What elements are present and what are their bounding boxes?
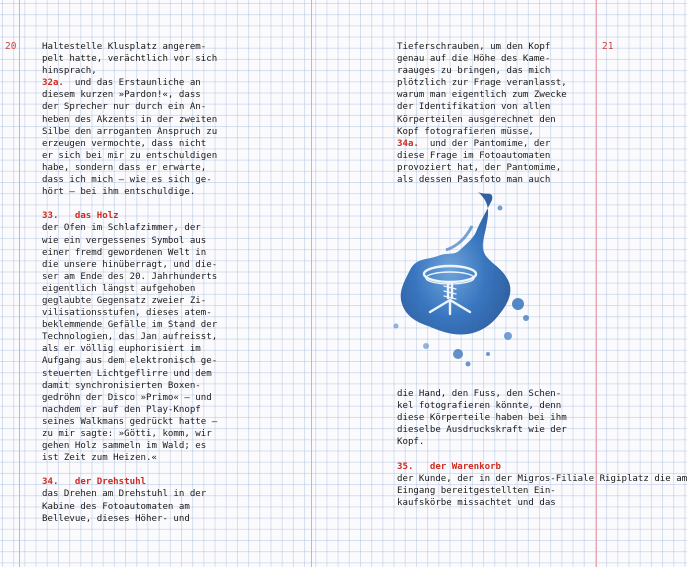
watercolor-drehstuhl-illustration — [368, 186, 568, 386]
entry-heading: das Holz — [58, 211, 119, 222]
blank-line — [42, 198, 217, 210]
text-line — [42, 271, 217, 283]
line-text: vilisationsstufen, dieses atem- — [42, 308, 212, 319]
line-text: heben des Akzents in der zweiten — [42, 114, 218, 125]
line-text: genau auf die Höhe des Kame- — [397, 54, 551, 65]
line-text: damit synchronisierten Boxen- — [42, 380, 201, 391]
text-line — [397, 77, 567, 89]
entry-number: 33. — [42, 211, 59, 222]
text-line — [397, 174, 567, 186]
text-line — [42, 368, 217, 380]
page-number-right: 21 — [602, 41, 614, 52]
text-line — [397, 162, 567, 174]
line-text: Technologien, das Jan aufreisst, — [42, 332, 218, 343]
line-text: habe, sondern dass er erwarte, — [42, 162, 207, 173]
line-text: ist Zeit zum Heizen.« — [42, 453, 157, 464]
text-line — [42, 452, 217, 464]
line-text: raauges zu bringen, das mich — [397, 66, 551, 77]
entry-number: 35. — [397, 461, 414, 472]
text-line — [42, 319, 217, 331]
entry-heading: der Drehstuhl — [58, 477, 147, 488]
text-line — [397, 126, 567, 138]
text-line — [397, 138, 567, 150]
text-line — [397, 41, 567, 53]
margin-line-left — [19, 0, 20, 567]
text-column-right-bottom — [397, 388, 687, 509]
blank-line — [397, 448, 687, 460]
line-text: warum man eigentlich zum Zwecke — [397, 90, 567, 101]
text-line — [42, 53, 217, 65]
text-line — [42, 501, 217, 513]
line-text: Eingang bereitgestellten Ein- — [397, 485, 556, 496]
text-column-left — [42, 41, 217, 525]
line-text: Körperteilen ausgerechnet den — [397, 114, 556, 125]
text-line — [42, 222, 217, 234]
text-line — [42, 283, 217, 295]
text-line — [42, 488, 217, 500]
ink-splash — [394, 192, 530, 367]
text-line — [42, 114, 217, 126]
line-text: als dessen Passfoto man auch — [397, 175, 551, 186]
line-text: die Hand, den Fuss, den Schen- — [397, 389, 562, 399]
line-text: Aufgang aus dem elektronisch ge- — [42, 356, 218, 367]
text-line — [397, 65, 567, 77]
text-line — [397, 150, 567, 162]
entry-number: 34a. — [397, 138, 419, 149]
line-text: kel fotografieren könnte, denn — [397, 401, 562, 412]
blank-line — [42, 464, 217, 476]
line-text: pelt hatte, verächtlich vor sich — [42, 54, 218, 65]
line-text: der Ofen im Schlafzimmer, der — [42, 223, 201, 234]
line-text: Haltestelle Klusplatz angerem- — [42, 42, 207, 52]
entry-number: 34. — [42, 477, 59, 488]
text-line — [42, 440, 217, 452]
text-line — [42, 210, 217, 222]
text-line — [42, 138, 217, 150]
line-text: ser am Ende des 20. Jahrhunderts — [42, 271, 218, 282]
text-line — [42, 307, 217, 319]
line-text: hinsprach, — [42, 66, 97, 77]
line-text: gehen Holz sammeln im Wald; es — [42, 441, 207, 452]
line-text: beklemmende Gefälle im Stand der — [42, 320, 218, 331]
line-text: erzeugen vermochte, dass nicht — [42, 138, 207, 149]
text-line — [397, 89, 567, 101]
text-line — [42, 295, 217, 307]
text-line — [397, 101, 567, 113]
line-text: steuerten Lichtgeflirre und dem — [42, 368, 212, 379]
text-line — [42, 101, 217, 113]
text-line — [42, 331, 217, 343]
text-line — [42, 89, 217, 101]
text-line — [42, 513, 217, 525]
text-line — [42, 235, 217, 247]
text-line — [397, 400, 687, 412]
line-text: Kabine des Fotoautomaten am — [42, 501, 190, 512]
text-line — [42, 416, 217, 428]
line-text: der Identifikation von allen — [397, 102, 551, 113]
text-line — [397, 412, 687, 424]
line-text: der Kunde, der in der Migros-Filiale Rigiplatz die am — [397, 473, 687, 484]
text-line — [42, 247, 217, 259]
line-text: dass ich mich – wie es sich ge- — [42, 175, 212, 186]
text-line — [42, 174, 217, 186]
text-line — [397, 114, 567, 126]
line-text: nachdem er auf den Play-Knopf — [42, 404, 201, 415]
line-text: gedröhn der Disco »Primo« – und — [42, 392, 212, 403]
entry-heading: der Warenkorb — [413, 461, 502, 472]
line-text: das Drehen am Drehstuhl in der — [42, 489, 207, 500]
text-line — [397, 461, 687, 473]
margin-line-center — [311, 0, 312, 567]
text-line — [42, 65, 217, 77]
page-number-left: 20 — [5, 41, 17, 52]
line-text: einer fremd gewordenen Welt in — [42, 247, 207, 258]
line-text: als er völlig euphorisiert im — [42, 344, 201, 355]
line-text: Bellevue, dieses Höher- und — [42, 513, 190, 524]
line-text: diese Körperteile haben bei ihm — [397, 413, 567, 424]
line-text: dieselbe Ausdruckskraft wie der — [397, 425, 567, 436]
text-line — [42, 41, 217, 53]
text-line — [397, 388, 687, 400]
text-line — [397, 473, 687, 485]
line-text: zu mir sagte: »Götti, komm, wir — [42, 429, 212, 439]
line-text: wie ein vergessenes Symbol aus — [42, 235, 207, 246]
line-text: und das Erstaunliche an — [63, 78, 201, 89]
text-line — [42, 150, 217, 162]
text-line — [42, 126, 217, 138]
line-text: der Sprecher nur durch ein An- — [42, 102, 207, 113]
text-line — [42, 343, 217, 355]
text-line — [42, 392, 217, 404]
line-text: eigentlich längst aufgehoben — [42, 283, 196, 294]
line-text: provoziert hat, der Pantomime, — [397, 162, 562, 173]
line-text: Kopf. — [397, 437, 425, 448]
line-text: hört – bei ihm entschuldige. — [42, 187, 196, 198]
text-line — [42, 355, 217, 367]
line-text: Silbe den arroganten Anspruch zu — [42, 126, 218, 137]
text-line — [42, 259, 217, 271]
text-line — [42, 380, 217, 392]
line-text: diese Frage im Fotoautomaten — [397, 150, 551, 161]
line-text: die unsere hinüberragt, und die- — [42, 259, 218, 270]
text-line — [42, 476, 217, 488]
line-text: seines Walkmans gedrückt hatte – — [42, 416, 218, 427]
text-line — [42, 77, 217, 89]
text-line — [42, 186, 217, 198]
text-line — [397, 53, 567, 65]
line-text: Tieferschrauben, um den Kopf — [397, 42, 551, 52]
line-text: diesem kurzen »Pardon!«, dass — [42, 90, 201, 101]
line-text: kaufskörbe missachtet und das — [397, 497, 556, 508]
line-text: geglaubte Gegensatz zweier Zi- — [42, 295, 207, 306]
line-text: und der Pantomime, der — [418, 138, 551, 149]
text-line — [42, 428, 217, 440]
text-line — [397, 485, 687, 497]
text-line — [397, 436, 687, 448]
line-text: plötzlich zur Frage veranlasst, — [397, 78, 567, 89]
text-line — [42, 162, 217, 174]
text-column-right-top — [397, 41, 567, 186]
line-text: Kopf fotografieren müsse, — [397, 126, 534, 137]
text-line — [397, 424, 687, 436]
text-line — [42, 404, 217, 416]
line-text: er sich bei mir zu entschuldigen — [42, 150, 218, 161]
entry-number: 32a. — [42, 78, 64, 89]
text-line — [397, 497, 687, 509]
